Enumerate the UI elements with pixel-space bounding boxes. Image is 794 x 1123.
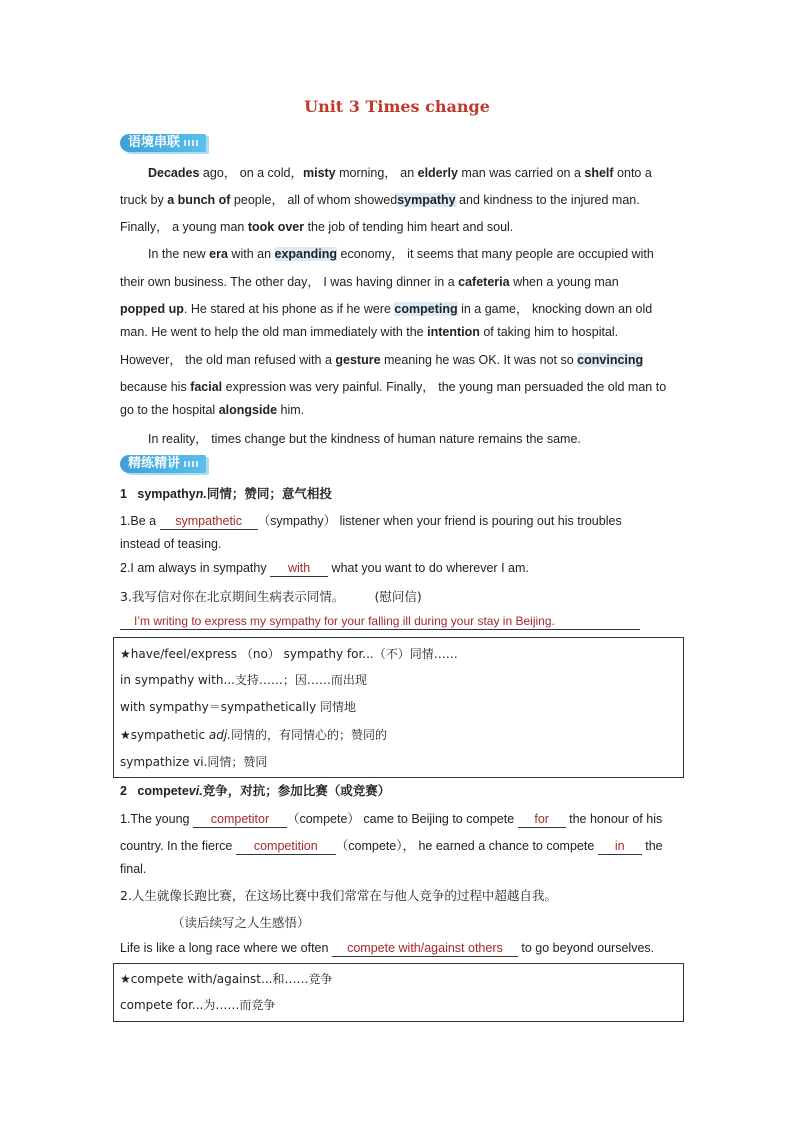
text: him. <box>277 403 305 417</box>
exercise-line <box>120 561 529 577</box>
text: ★sympathetic <box>120 728 209 742</box>
item-heading-sympathy <box>120 484 332 502</box>
text: （compete） came to Beijing to compete <box>286 812 518 826</box>
text: country. In the fierce <box>120 839 236 853</box>
item-heading-compete <box>120 781 390 799</box>
text: （sympathy） listener when your friend is pouring out his troubles <box>257 514 622 528</box>
keyword: took over <box>247 220 305 234</box>
item-pos: vi. <box>188 784 203 798</box>
answer-blank[interactable]: for <box>518 812 566 828</box>
part-of-speech: adj. <box>208 728 232 742</box>
keyword: popped up <box>120 302 184 316</box>
keyword: misty <box>302 166 336 180</box>
keyword: gesture <box>335 353 381 367</box>
passage-line <box>120 272 619 290</box>
text: because his <box>120 380 191 394</box>
exercise-line <box>120 809 662 828</box>
section-tag-label: 语境串联 <box>128 135 181 150</box>
item-word: sympathy <box>137 487 196 501</box>
item-pos: n. <box>195 487 207 501</box>
keyword: elderly <box>417 166 458 180</box>
keyword-highlight: sympathy <box>397 193 456 207</box>
keyword: alongside <box>218 403 278 417</box>
section-tag-label: 精练精讲 <box>128 456 181 471</box>
passage-line <box>120 325 618 339</box>
text: Finally， a young man <box>120 220 248 234</box>
item-word: compete <box>137 784 189 798</box>
keyword-highlight: competing <box>394 302 458 316</box>
text: In the new <box>148 247 210 261</box>
text: and kindness to the injured man. <box>455 193 640 207</box>
answer-blank[interactable]: with <box>270 561 328 577</box>
exercise-line <box>120 587 422 605</box>
usage-line: ★have/feel/express （no） sympathy for...（不）同情…… <box>120 647 458 661</box>
answer-blank[interactable]: competitor <box>193 812 287 828</box>
text: in a game， knocking down an old <box>457 302 653 316</box>
text: when a young man <box>509 275 619 289</box>
item-number: 2 <box>120 784 127 798</box>
answer-blank[interactable]: compete with/against others <box>332 941 518 957</box>
text: . He stared at his phone as if he were <box>183 302 395 316</box>
keyword: shelf <box>584 166 614 180</box>
exercise-line: final. <box>120 862 147 876</box>
text: 1.Be a <box>120 514 160 528</box>
exercise-line <box>120 614 640 630</box>
item-meaning: 竞争，对抗；参加比赛（或竞赛） <box>202 783 391 798</box>
text: expression was very painful. Finally， the young man persuaded the old man to <box>222 380 667 394</box>
usage-box-sympathy <box>113 637 684 778</box>
answer-blank[interactable]: competition <box>236 839 336 855</box>
usage-line: with sympathy＝sympathetically 同情地 <box>120 700 356 714</box>
text: truck by <box>120 193 168 207</box>
task-note: （读后续写之人生感悟） <box>172 915 310 930</box>
text: man was carried on a <box>457 166 585 180</box>
text: However， the old man refused with a <box>120 353 336 367</box>
text: man. He went to help the old man immediately with the <box>120 325 428 339</box>
passage-line <box>148 244 654 262</box>
page-title: Unit 3 Times change <box>304 97 490 116</box>
text: what you want to do wherever I am. <box>328 561 529 575</box>
usage-line: ★compete with/against...和……竞争 <box>120 972 333 986</box>
text: morning， an <box>335 166 418 180</box>
text: the job of tending him heart and soul. <box>304 220 514 234</box>
chinese-sentence: 3.我写信对你在北京期间生病表示同情。 <box>120 589 345 604</box>
text: of taking him to hospital. <box>479 325 619 339</box>
keyword-highlight: convincing <box>577 353 644 367</box>
text: the <box>641 839 663 853</box>
text: onto a <box>613 166 652 180</box>
section-tag-practice <box>120 455 206 473</box>
usage-line: in sympathy with...支持……；因……而出现 <box>120 673 367 687</box>
dots-decoration <box>184 140 198 146</box>
passage-line <box>120 377 666 395</box>
keyword: a bunch of <box>167 193 231 207</box>
usage-line <box>120 726 387 743</box>
passage-line <box>120 190 640 208</box>
text: the honour of his <box>565 812 663 826</box>
exercise-line: instead of teasing. <box>120 537 222 551</box>
section-tag-context <box>120 134 206 152</box>
keyword: facial <box>190 380 223 394</box>
passage-line: In reality， times change but the kindness of human nature remains the same. <box>148 432 581 446</box>
item-number: 1 <box>120 487 127 501</box>
text: people， all of whom showed <box>230 193 398 207</box>
text: their own business. The other day， I was having dinner in a <box>120 275 459 289</box>
usage-line: sympathize vi.同情；赞同 <box>120 755 268 769</box>
dots-decoration <box>184 461 198 467</box>
passage-line <box>120 299 652 317</box>
text: meaning he was OK. It was not so <box>380 353 578 367</box>
answer-blank[interactable]: I’m writing to express my sympathy for your falling ill during your stay in Beijing. <box>120 614 640 630</box>
item-meaning: 同情；赞同；意气相投 <box>206 486 332 501</box>
text: Life is like a long race where we often <box>120 941 332 955</box>
usage-box-compete <box>113 963 684 1022</box>
answer-blank[interactable]: sympathetic <box>160 514 258 530</box>
keyword: cafeteria <box>458 275 510 289</box>
text: （compete）， he earned a chance to compete <box>335 839 598 853</box>
exercise-line: 2.人生就像长跑比赛，在这场比赛中我们常常在与他人竞争的过程中超越自我。 <box>120 888 557 903</box>
text: to go beyond ourselves. <box>517 941 655 955</box>
task-note: (慰问信) <box>374 589 422 604</box>
answer-blank[interactable]: in <box>598 839 642 855</box>
text: 同情的，有同情心的；赞同的 <box>231 728 388 742</box>
text: with an <box>227 247 275 261</box>
keyword: Decades <box>148 166 200 180</box>
keyword-highlight: expanding <box>274 247 338 261</box>
exercise-line <box>120 511 622 530</box>
passage-line <box>148 163 652 181</box>
text: economy， it seems that many people are occupied with <box>337 247 654 261</box>
passage-line <box>120 403 304 417</box>
keyword: intention <box>427 325 480 339</box>
text: 1.The young <box>120 812 193 826</box>
text: go to the hospital <box>120 403 219 417</box>
exercise-line <box>120 941 654 957</box>
passage-line <box>120 217 513 235</box>
exercise-line <box>120 836 663 855</box>
text: ago， on a cold， <box>199 166 303 180</box>
keyword: era <box>209 247 228 261</box>
text: 2.I am always in sympathy <box>120 561 271 575</box>
usage-line: compete for...为……而竞争 <box>120 998 276 1012</box>
passage-line <box>120 350 643 368</box>
